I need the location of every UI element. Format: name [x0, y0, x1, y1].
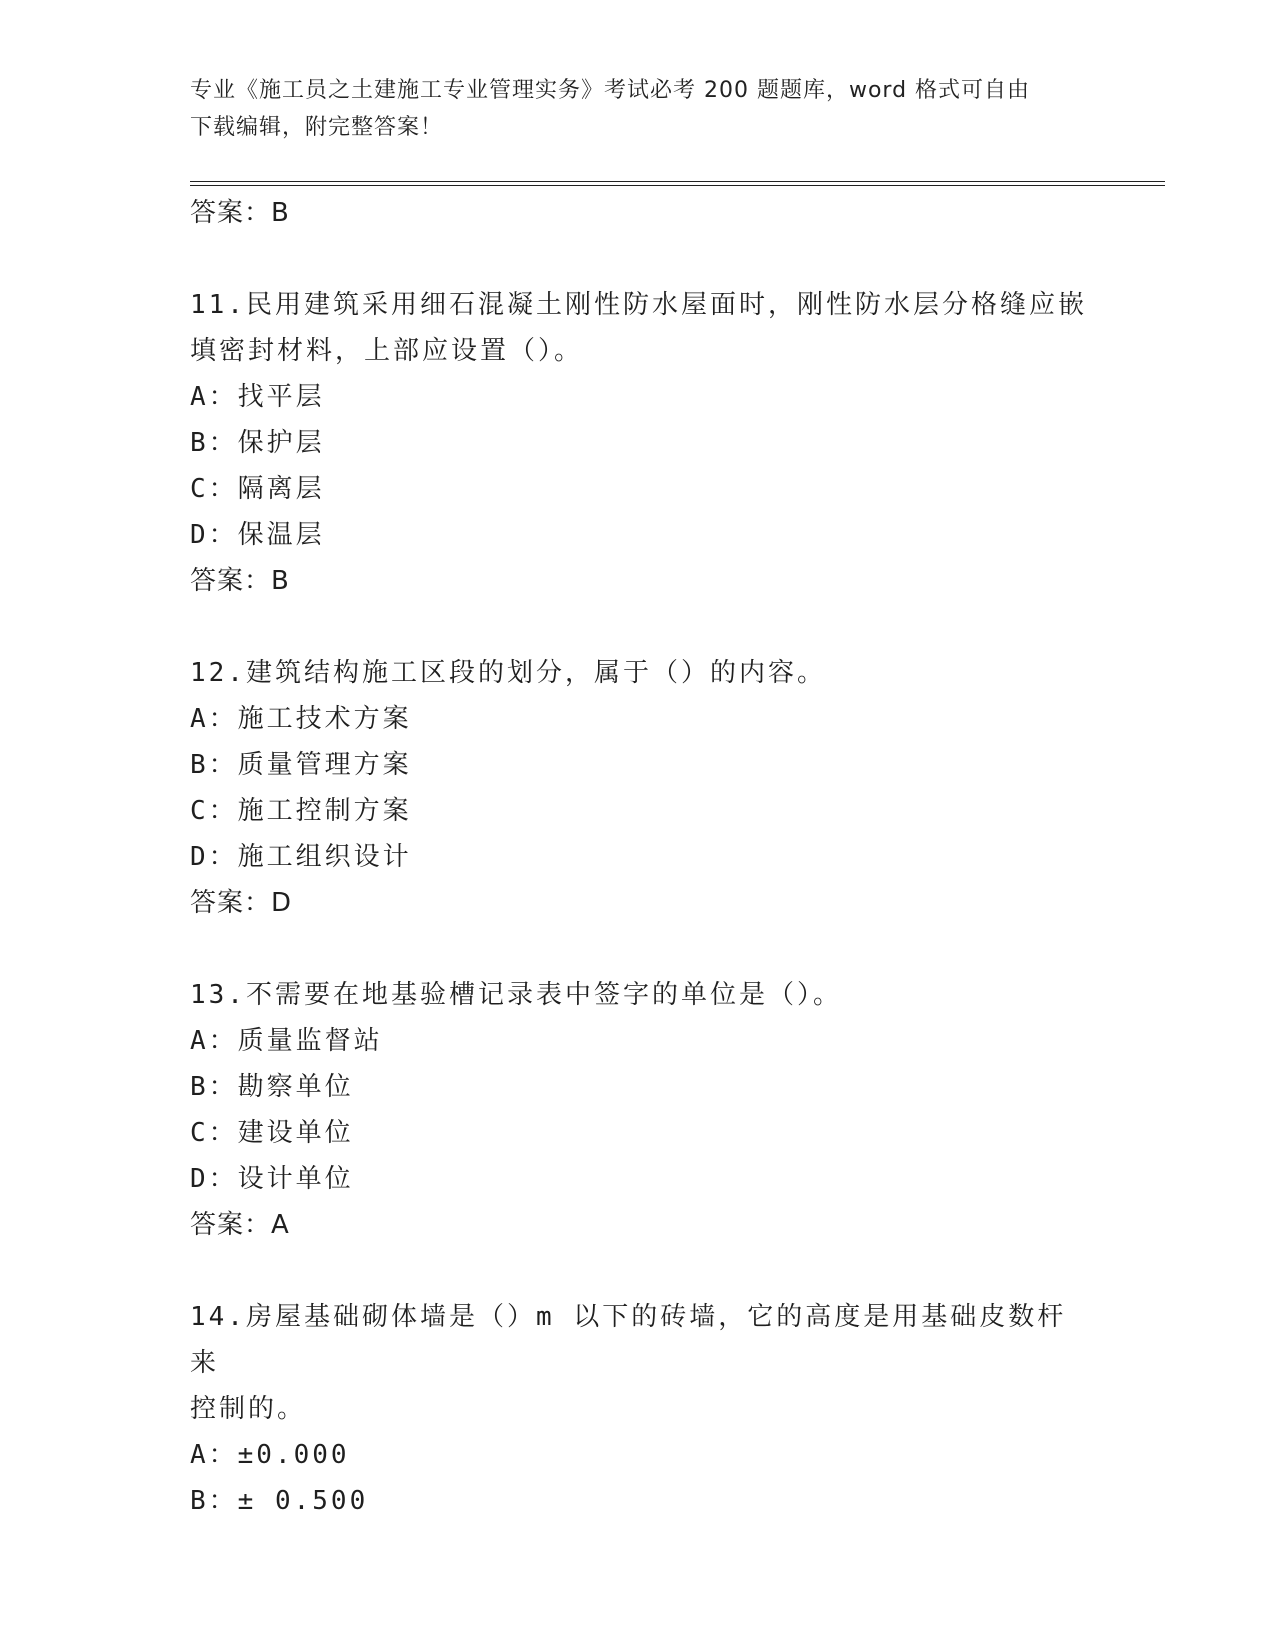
option-a: A：质量监督站 — [190, 1026, 383, 1056]
question-text-line: 14.房屋基础砌体墙是（）m 以下的砖墙，它的高度是用基础皮数杆来 — [190, 1302, 1067, 1378]
option-d: D：设计单位 — [190, 1164, 354, 1194]
question-text-line: 填密封材料，上部应设置（）。 — [190, 336, 584, 366]
spacer — [190, 236, 1090, 282]
option-b: B：质量管理方案 — [190, 750, 412, 780]
header-rule-bottom — [190, 185, 1165, 186]
header-line-2: 下载编辑，附完整答案！ — [190, 115, 444, 140]
question-text-line: 13.不需要在地基验槽记录表中签字的单位是（）。 — [190, 980, 842, 1010]
question-11 — [190, 282, 1090, 604]
question-text-line: 12.建筑结构施工区段的划分，属于（）的内容。 — [190, 658, 826, 688]
header-line-1: 专业《施工员之土建施工专业管理实务》考试必考 200 题题库，word 格式可自由 — [190, 78, 1031, 103]
question-text-line: 控制的。 — [190, 1394, 307, 1424]
document-body — [190, 190, 1090, 1524]
option-b: B：± 0.500 — [190, 1486, 369, 1516]
answer: 答案：D — [190, 888, 293, 918]
option-c: C：建设单位 — [190, 1118, 354, 1148]
option-b: B：保护层 — [190, 428, 325, 458]
spacer — [190, 604, 1090, 650]
option-c: C：施工控制方案 — [190, 796, 412, 826]
question-14 — [190, 1294, 1090, 1524]
option-a: A：找平层 — [190, 382, 325, 412]
option-b: B：勘察单位 — [190, 1072, 354, 1102]
option-c: C：隔离层 — [190, 474, 325, 504]
answer: 答案：A — [190, 1210, 290, 1240]
spacer — [190, 926, 1090, 972]
question-text-line: 11.民用建筑采用细石混凝土刚性防水屋面时，刚性防水层分格缝应嵌 — [190, 290, 1087, 320]
document-header — [190, 72, 1090, 146]
option-a: A：施工技术方案 — [190, 704, 412, 734]
question-12 — [190, 650, 1090, 926]
previous-answer: 答案：B — [190, 198, 290, 228]
option-d: D：施工组织设计 — [190, 842, 412, 872]
option-d: D：保温层 — [190, 520, 325, 550]
option-a: A：±0.000 — [190, 1440, 350, 1470]
header-rule-top — [190, 181, 1165, 182]
question-13 — [190, 972, 1090, 1248]
spacer — [190, 1248, 1090, 1294]
answer: 答案：B — [190, 566, 290, 596]
